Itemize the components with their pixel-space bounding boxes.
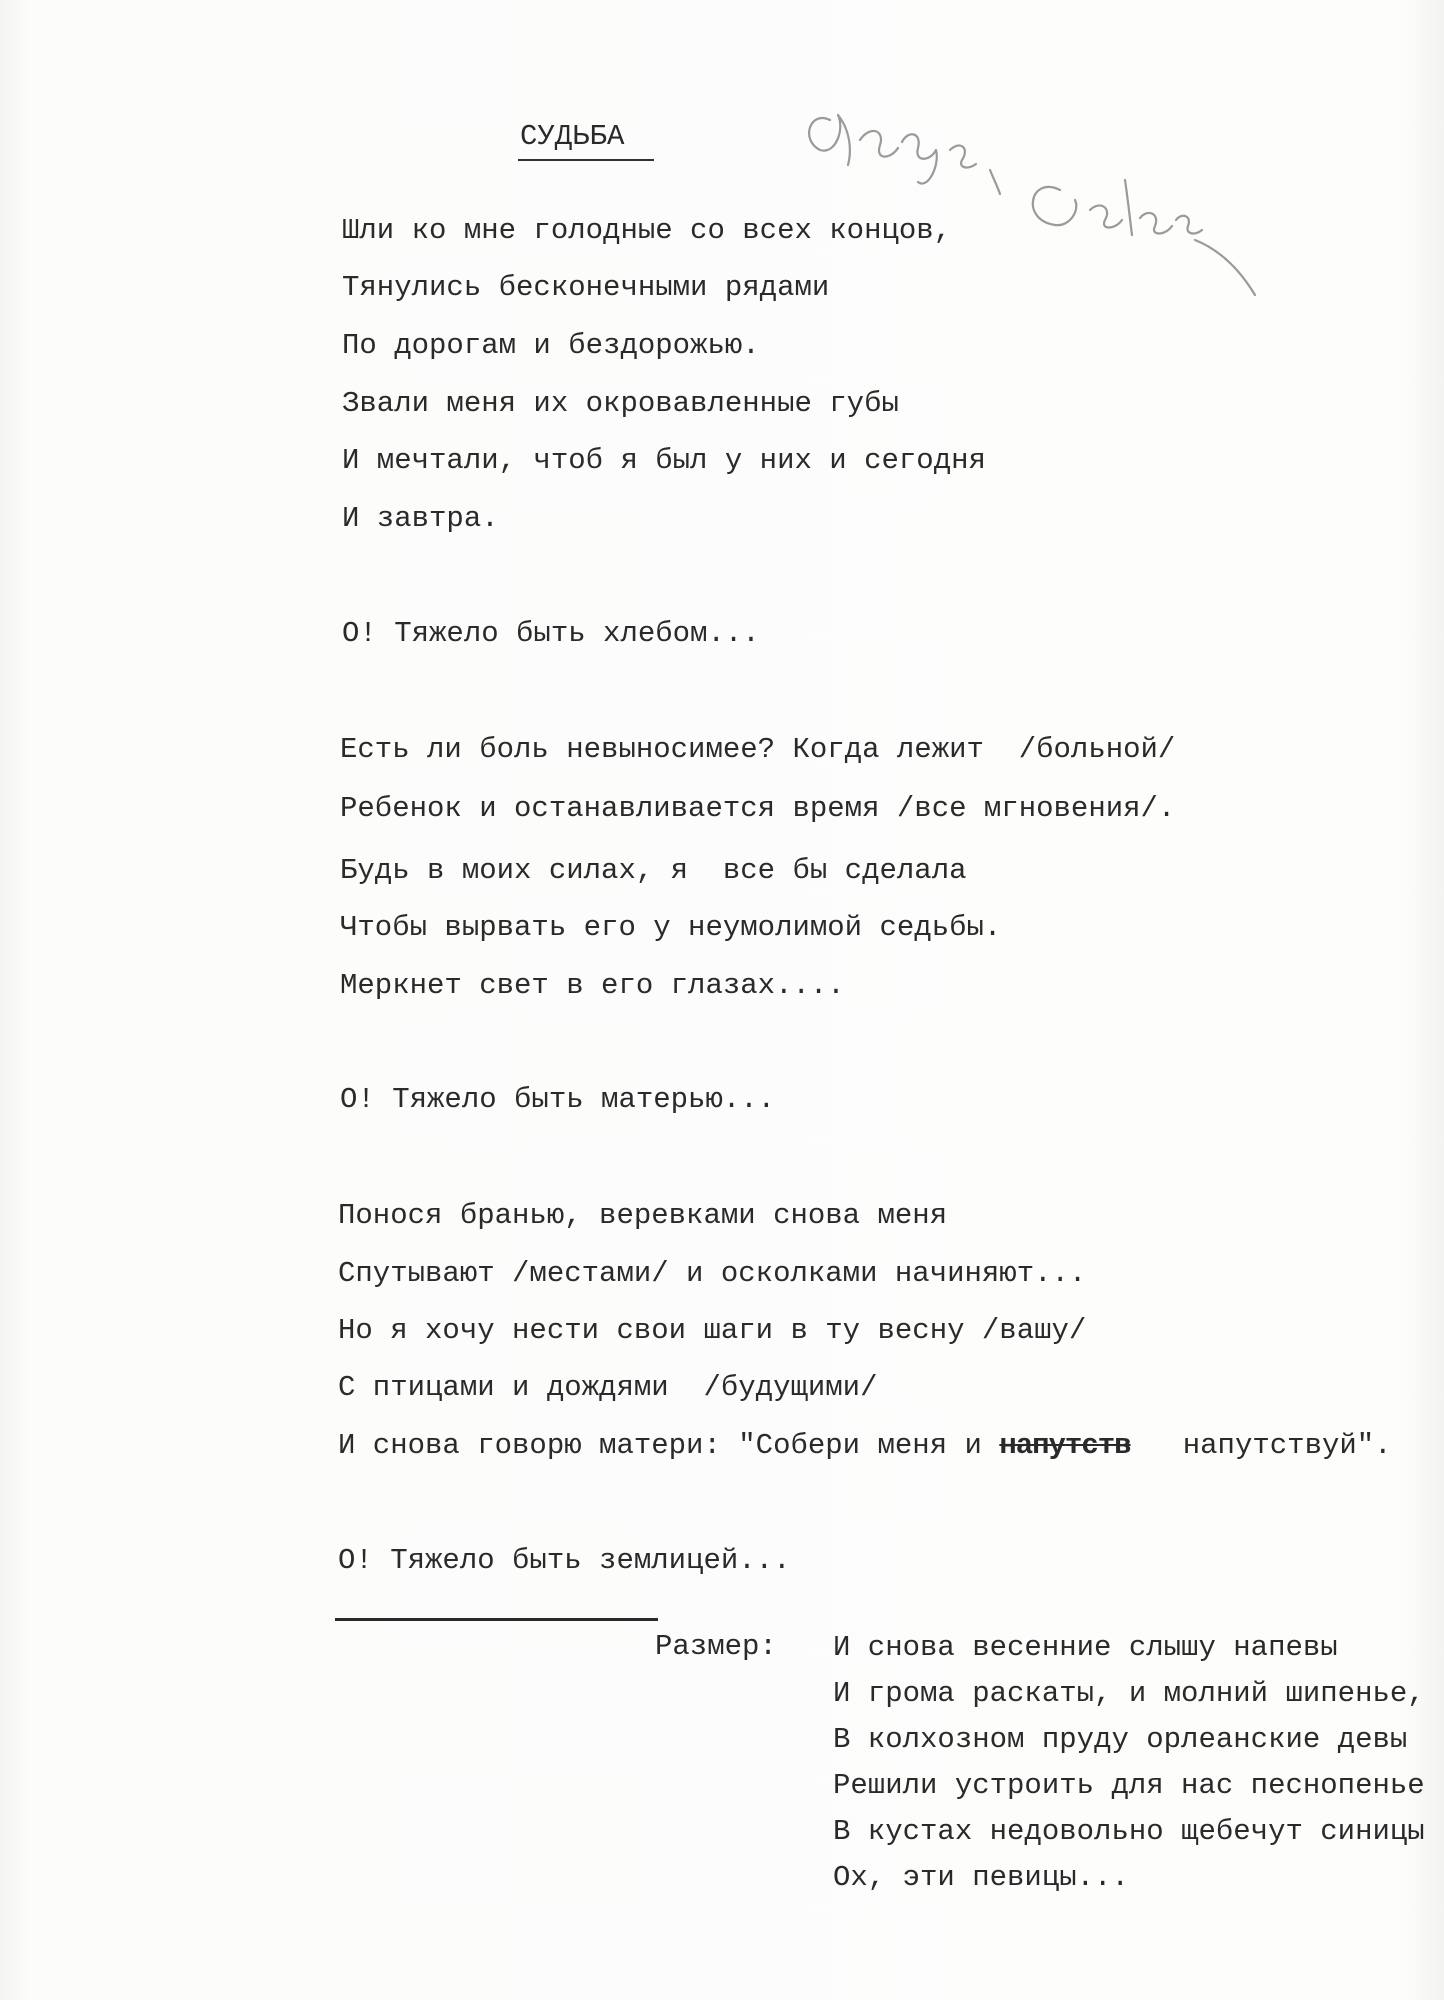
- refrain-line: О! Тяжело быть матерью...: [340, 1083, 776, 1116]
- refrain-line: О! Тяжело быть землицей...: [338, 1544, 791, 1577]
- poem-line: И мечтали, чтоб я был у них и сегодня: [342, 444, 986, 477]
- line-text-before: И снова говорю матери: "Собери меня и: [338, 1429, 1000, 1462]
- razmer-line: В кустах недовольно щебечут синицы: [833, 1815, 1425, 1848]
- poem-line: По дорогам и бездорожью.: [342, 329, 760, 362]
- refrain-line: О! Тяжело быть хлебом...: [342, 617, 760, 650]
- title-underline: [518, 159, 654, 161]
- razmer-line: И грома раскаты, и молний шипенье,: [833, 1677, 1425, 1710]
- separator-rule: [335, 1618, 658, 1621]
- razmer-line: Ох, эти певицы...: [833, 1861, 1129, 1894]
- razmer-line: И снова весенние слышу напевы: [833, 1631, 1338, 1664]
- poem-line: С птицами и дождями /будущими/: [338, 1371, 878, 1404]
- poem-line: Будь в моих силах, я все бы сделала: [340, 854, 967, 887]
- poem-line: Тянулись бесконечными рядами: [342, 271, 830, 304]
- poem-line: Понося бранью, веревками снова меня: [338, 1199, 948, 1232]
- poem-line: Меркнет свет в его глазах....: [340, 969, 845, 1002]
- razmer-line: В колхозном пруду орлеанские девы: [833, 1723, 1408, 1756]
- poem-line: Есть ли боль невыносимее? Когда лежит /больной/: [340, 733, 1176, 766]
- poem-line: И завтра.: [342, 502, 499, 535]
- poem-line-with-strikeout: [338, 1428, 1392, 1464]
- poem-line: Звали меня их окровавленные губы: [342, 387, 899, 420]
- poem-title: СУДЬБА: [520, 120, 625, 153]
- line-text-after: напутствуй".: [1130, 1429, 1392, 1462]
- poem-line: Но я хочу нести свои шаги в ту весну /вашу/: [338, 1314, 1087, 1347]
- poem-line: Чтобы вырвать его у неумолимой седьбы.: [340, 911, 1002, 944]
- poem-line: Шли ко мне голодные со всех концов,: [342, 214, 952, 247]
- handwritten-signature: [790, 70, 1270, 330]
- razmer-label: Размер:: [655, 1630, 777, 1663]
- struck-out-word: напутств: [999, 1429, 1131, 1462]
- poem-line: Спутывают /местами/ и осколками начиняют...: [338, 1257, 1087, 1290]
- poem-line: Ребенок и останавливается время /все мгновения/.: [340, 792, 1176, 825]
- razmer-line: Решили устроить для нас песнопенье: [833, 1769, 1425, 1802]
